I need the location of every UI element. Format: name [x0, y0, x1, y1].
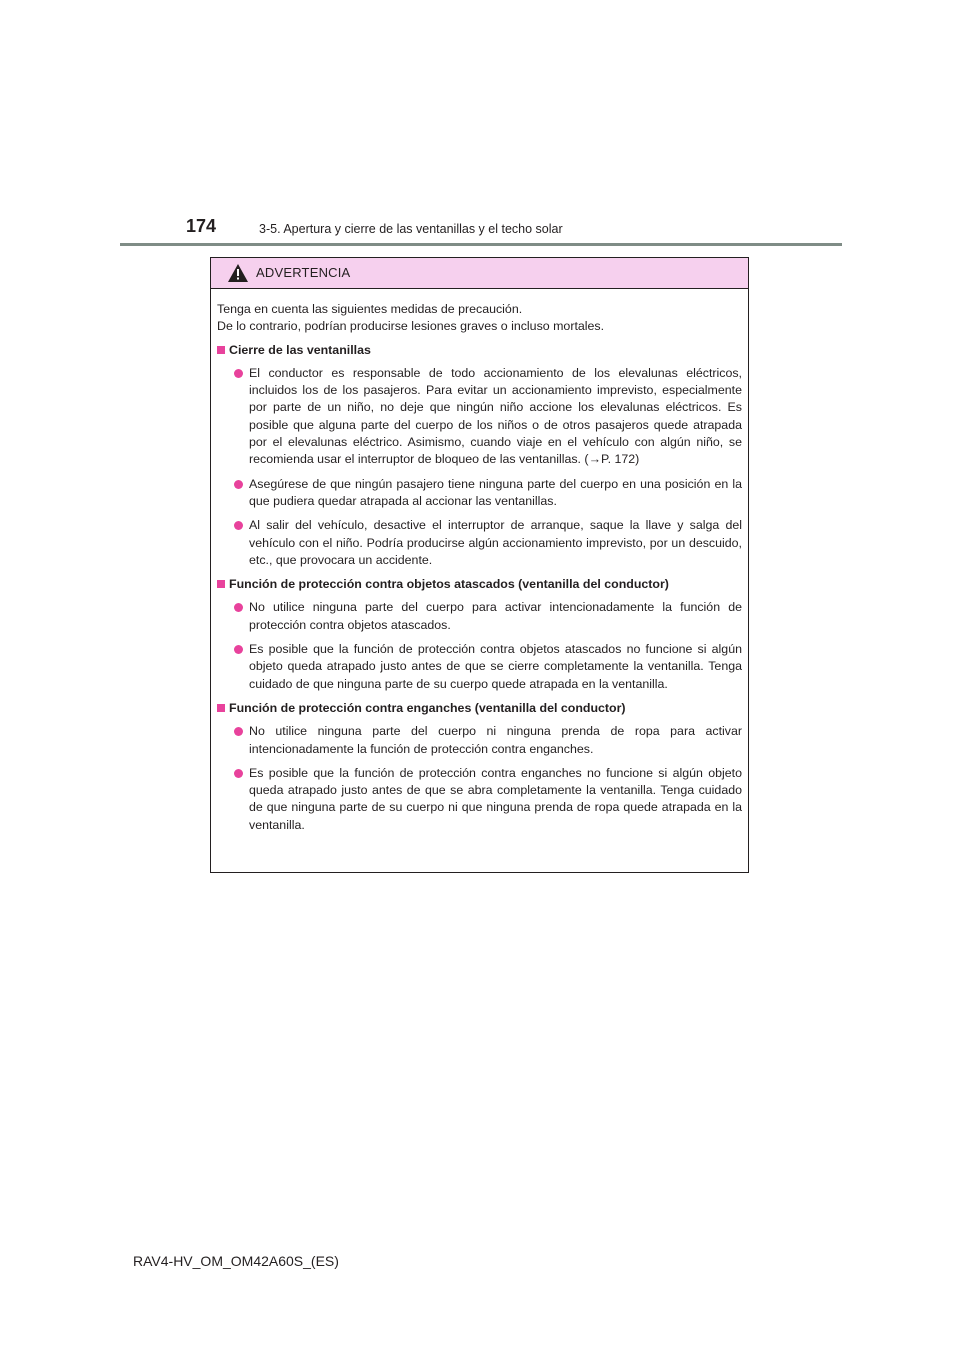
warning-box: [210, 257, 749, 873]
list-item-text: No utilice ninguna parte del cuerpo ni ninguna prenda de ropa para activar intencionadamente la función de protección contra enganches.: [249, 724, 742, 756]
list-item-text: Al salir del vehículo, desactive el interruptor de arranque, saque la llave y salga del vehículo con el niño. Podría producirse algún accionamiento imprevisto, por un descuido, etc., que provocara un accidente.: [249, 518, 742, 567]
bullet-icon: [234, 645, 243, 654]
manual-code: RAV4-HV_OM_OM42A60S_(ES): [133, 1253, 339, 1269]
section-heading: [217, 700, 742, 717]
intro-line: De lo contrario, podrían producirse lesiones graves o incluso mortales.: [217, 319, 605, 334]
list-item-text: Asegúrese de que ningún pasajero tiene ninguna parte del cuerpo en una posición en la que pudiera quedar atrapada al accionar las ventanillas.: [249, 476, 742, 508]
bullet-icon: [234, 727, 243, 736]
section-window-closing: [217, 342, 742, 570]
page-number: 174: [186, 216, 217, 236]
list-item: [217, 641, 742, 693]
warning-header: [211, 258, 748, 289]
square-bullet-icon: [217, 346, 225, 354]
list-item-text: Es posible que la función de protección contra enganches no funcione si algún objeto queda atrapado justo antes de que se abra completamente la ventanilla. Tenga cuidado de que ninguna parte de su cuerpo ni que ninguna prenda de ropa quede atrapada en la ventanilla.: [249, 765, 742, 832]
list-item: [217, 765, 742, 834]
list-item: [217, 365, 742, 469]
list-item: [217, 723, 742, 758]
section-heading-text: Función de protección contra enganches (ventanilla del conductor): [229, 700, 626, 715]
bullet-icon: [234, 603, 243, 612]
list-item: [217, 476, 742, 511]
section-title: 3-5. Apertura y cierre de las ventanillas y el techo solar: [259, 222, 563, 236]
bullet-icon: [234, 369, 243, 378]
section-heading-text: Función de protección contra objetos atascados (ventanilla del conductor): [229, 577, 669, 592]
square-bullet-icon: [217, 704, 225, 712]
bullet-icon: [234, 480, 243, 489]
header-divider: [120, 243, 842, 246]
section-heading: [217, 576, 742, 593]
warning-triangle-icon: [228, 264, 248, 282]
warning-body: [211, 289, 748, 834]
warning-title: ADVERTENCIA: [256, 265, 351, 280]
list-item-text: Es posible que la función de protección contra objetos atascados no funcione si algún objeto queda atrapado justo antes de que se cierre completamente la ventanilla. Tenga cuidado de que ninguna parte de su cuerpo quede atrapada en la ventanilla.: [249, 642, 742, 691]
list-item-text: No utilice ninguna parte del cuerpo para activar intencionadamente la función de protección contra objetos atascados.: [249, 600, 742, 632]
bullet-icon: [234, 521, 243, 530]
section-catch-protection: [217, 700, 742, 834]
intro-line: Tenga en cuenta las siguientes medidas de precaución.: [217, 302, 523, 316]
section-heading: [217, 342, 742, 359]
section-jam-protection: [217, 576, 742, 693]
list-item-text: El conductor es responsable de todo accionamiento de los elevalunas eléctricos, incluidos los de los pasajeros. Para evitar un accionamiento imprevisto, especialmente por parte de un niño, no deje que ningún niño accione los elevalunas eléctricos. Es posible que alguna parte del cuerpo de los niños o de otros pasajeros quede atrapada por el elevalunas eléctrico. Asimismo, cuando viaje en el vehículo con algún niño, se recomienda usar el interruptor de bloqueo de las ventanillas. (→P. 172): [249, 365, 742, 467]
list-item: [217, 599, 742, 634]
list-item: [217, 517, 742, 569]
section-heading-text: Cierre de las ventanillas: [229, 342, 371, 357]
square-bullet-icon: [217, 580, 225, 588]
bullet-icon: [234, 769, 243, 778]
